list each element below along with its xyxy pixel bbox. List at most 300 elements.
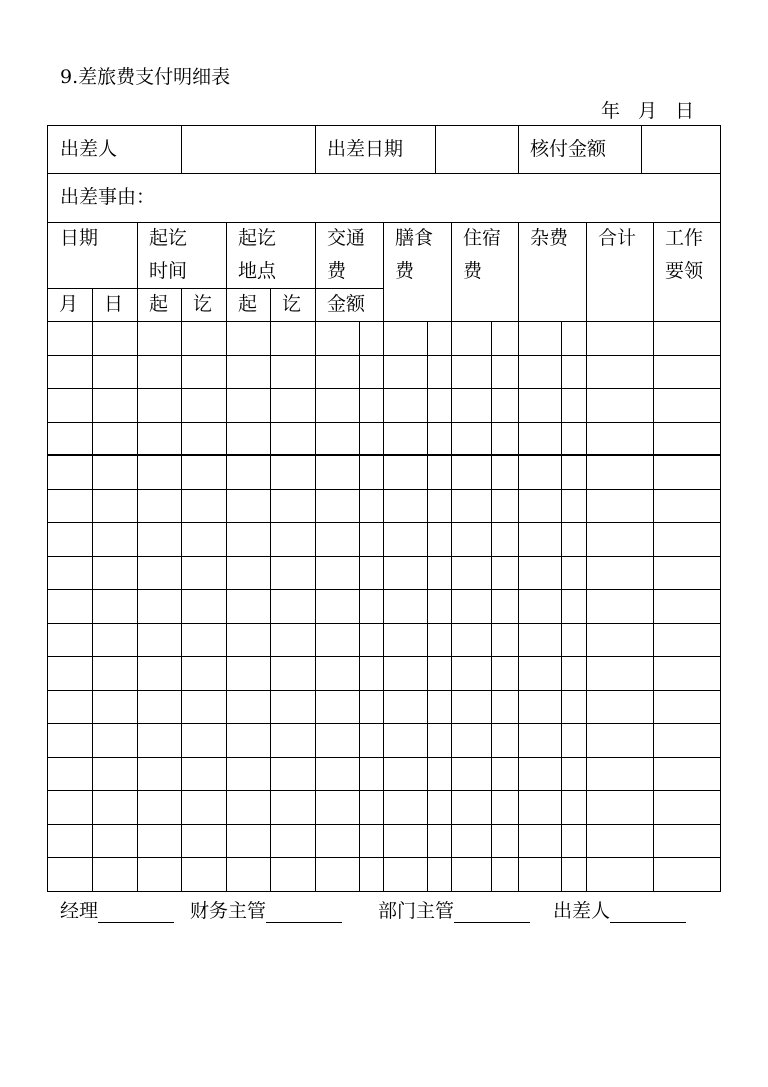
entry-cell[interactable] <box>383 690 428 724</box>
entry-cell[interactable] <box>47 690 93 724</box>
entry-cell[interactable] <box>518 321 562 356</box>
entry-cell[interactable] <box>561 790 587 825</box>
entry-cell[interactable] <box>181 656 227 691</box>
entry-cell[interactable] <box>47 589 93 624</box>
entry-cell[interactable] <box>451 455 492 490</box>
entry-cell[interactable] <box>427 757 452 791</box>
entry-cell[interactable] <box>181 422 227 456</box>
entry-cell[interactable] <box>491 489 519 523</box>
entry-cell[interactable] <box>561 623 587 657</box>
signature-traveler <box>553 896 686 923</box>
entry-cell[interactable] <box>226 723 271 758</box>
entry-cell[interactable] <box>226 522 271 557</box>
entry-cell[interactable] <box>383 522 428 557</box>
entry-cell[interactable] <box>270 589 316 624</box>
signature-manager-blank[interactable] <box>98 902 174 923</box>
time-start-subheader-label: 起 <box>149 293 169 315</box>
entry-cell[interactable] <box>270 388 316 423</box>
entry-cell[interactable] <box>383 824 428 858</box>
entry-cell[interactable] <box>137 556 182 590</box>
entry-cell[interactable] <box>92 388 138 423</box>
entry-cell[interactable] <box>137 388 182 423</box>
entry-cell[interactable] <box>181 824 227 858</box>
entry-cell[interactable] <box>586 321 654 356</box>
entry-cell[interactable] <box>383 757 428 791</box>
entry-cell[interactable] <box>653 422 721 456</box>
entry-cell[interactable] <box>383 556 428 590</box>
meals-header-line2: 费 <box>395 260 415 282</box>
entry-cell[interactable] <box>315 757 360 791</box>
entry-cell[interactable] <box>451 522 492 557</box>
entry-cell[interactable] <box>451 422 492 456</box>
work-header-line1: 工作 <box>665 227 704 249</box>
entry-cell[interactable] <box>137 522 182 557</box>
entry-cell[interactable] <box>137 589 182 624</box>
entry-cell[interactable] <box>92 422 138 456</box>
entry-cell[interactable] <box>518 422 562 456</box>
entry-cell[interactable] <box>383 656 428 691</box>
entry-cell[interactable] <box>226 824 271 858</box>
entry-cell[interactable] <box>586 690 654 724</box>
entry-cell[interactable] <box>586 489 654 523</box>
entry-cell[interactable] <box>226 388 271 423</box>
entry-cell[interactable] <box>561 757 587 791</box>
entry-cell[interactable] <box>653 857 721 892</box>
signature-traveler-label: 出差人 <box>553 900 611 922</box>
signature-department-supervisor-label: 部门主管 <box>378 900 455 922</box>
entry-cell[interactable] <box>137 723 182 758</box>
entry-cell[interactable] <box>518 790 562 825</box>
entry-cell[interactable] <box>359 723 384 758</box>
entry-cell[interactable] <box>518 355 562 389</box>
entry-cell[interactable] <box>359 757 384 791</box>
entry-cell[interactable] <box>451 790 492 825</box>
entry-cell[interactable] <box>359 656 384 691</box>
entry-cell[interactable] <box>518 757 562 791</box>
time-end-subheader-label: 讫 <box>193 293 213 315</box>
entry-cell[interactable] <box>47 422 93 456</box>
entry-cell[interactable] <box>427 455 452 490</box>
entry-cell[interactable] <box>383 489 428 523</box>
entry-cell[interactable] <box>491 790 519 825</box>
entry-cell[interactable] <box>181 690 227 724</box>
entry-cell[interactable] <box>226 857 271 892</box>
entry-cell[interactable] <box>359 623 384 657</box>
entry-cell[interactable] <box>315 455 360 490</box>
entry-cell[interactable] <box>561 422 587 456</box>
entry-cell[interactable] <box>561 489 587 523</box>
entry-cell[interactable] <box>270 489 316 523</box>
entry-cell[interactable] <box>491 388 519 423</box>
entry-cell[interactable] <box>47 623 93 657</box>
entry-cell[interactable] <box>491 522 519 557</box>
entry-cell[interactable] <box>137 690 182 724</box>
entry-cell[interactable] <box>653 790 721 825</box>
entry-cell[interactable] <box>315 723 360 758</box>
entry-cell[interactable] <box>359 422 384 456</box>
entry-cell[interactable] <box>427 489 452 523</box>
entry-cell[interactable] <box>359 790 384 825</box>
entry-cell[interactable] <box>270 656 316 691</box>
entry-cell[interactable] <box>653 656 721 691</box>
entry-cell[interactable] <box>359 355 384 389</box>
entry-cell[interactable] <box>181 757 227 791</box>
entry-cell[interactable] <box>137 857 182 892</box>
entry-cell[interactable] <box>491 757 519 791</box>
entry-cell[interactable] <box>451 857 492 892</box>
entry-cell[interactable] <box>315 355 360 389</box>
entry-cell[interactable] <box>359 321 384 356</box>
entry-cell[interactable] <box>270 422 316 456</box>
entry-cell[interactable] <box>226 690 271 724</box>
entry-cell[interactable] <box>181 321 227 356</box>
entry-cell[interactable] <box>359 455 384 490</box>
entry-cell[interactable] <box>427 589 452 624</box>
entry-cell[interactable] <box>181 455 227 490</box>
lodging-header-line1: 住宿 <box>463 227 502 249</box>
entry-cell[interactable] <box>491 355 519 389</box>
time-header-line1: 起讫 <box>149 227 188 249</box>
entry-cell[interactable] <box>47 455 93 490</box>
entry-cell[interactable] <box>359 824 384 858</box>
entry-cell[interactable] <box>383 857 428 892</box>
entry-cell[interactable] <box>137 355 182 389</box>
entry-cell[interactable] <box>383 355 428 389</box>
entry-cell[interactable] <box>270 757 316 791</box>
total-header: 合计 <box>598 227 637 249</box>
entry-cell[interactable] <box>137 623 182 657</box>
entry-cell[interactable] <box>451 623 492 657</box>
entry-cell[interactable] <box>451 556 492 590</box>
entry-cell[interactable] <box>383 589 428 624</box>
entry-cell[interactable] <box>518 522 562 557</box>
entry-cell[interactable] <box>137 757 182 791</box>
entry-cell[interactable] <box>561 388 587 423</box>
entry-cell[interactable] <box>653 723 721 758</box>
entry-cell[interactable] <box>92 623 138 657</box>
entry-cell[interactable] <box>137 824 182 858</box>
entry-cell[interactable] <box>491 824 519 858</box>
entry-cell[interactable] <box>92 857 138 892</box>
entry-cell[interactable] <box>315 522 360 557</box>
entry-cell[interactable] <box>92 321 138 356</box>
entry-cell[interactable] <box>315 857 360 892</box>
entry-cell[interactable] <box>226 556 271 590</box>
entry-cell[interactable] <box>427 388 452 423</box>
entry-cell[interactable] <box>383 422 428 456</box>
entry-cell[interactable] <box>653 623 721 657</box>
entry-cell[interactable] <box>137 455 182 490</box>
misc-header: 杂费 <box>530 227 569 249</box>
entry-cell[interactable] <box>315 489 360 523</box>
entry-cell[interactable] <box>427 321 452 356</box>
entry-cell[interactable] <box>518 656 562 691</box>
entry-cell[interactable] <box>315 388 360 423</box>
entry-cell[interactable] <box>491 690 519 724</box>
signature-traveler-blank[interactable] <box>610 902 686 923</box>
entry-cell[interactable] <box>518 857 562 892</box>
entry-cell[interactable] <box>47 321 93 356</box>
entry-cell[interactable] <box>226 790 271 825</box>
entry-cell[interactable] <box>47 824 93 858</box>
entry-cell[interactable] <box>451 690 492 724</box>
entry-cell[interactable] <box>315 321 360 356</box>
entry-cell[interactable] <box>226 623 271 657</box>
entry-cell[interactable] <box>270 824 316 858</box>
entry-cell[interactable] <box>561 589 587 624</box>
entry-cell[interactable] <box>383 623 428 657</box>
entry-cell[interactable] <box>491 556 519 590</box>
entry-cell[interactable] <box>315 790 360 825</box>
entry-cell[interactable] <box>491 321 519 356</box>
entry-cell[interactable] <box>561 455 587 490</box>
entry-cell[interactable] <box>226 489 271 523</box>
entry-cell[interactable] <box>270 790 316 825</box>
entry-cell[interactable] <box>181 556 227 590</box>
entry-cell[interactable] <box>561 824 587 858</box>
entry-cell[interactable] <box>491 656 519 691</box>
signature-finance-supervisor-blank[interactable] <box>266 902 342 923</box>
entry-cell[interactable] <box>427 723 452 758</box>
entry-cell[interactable] <box>270 355 316 389</box>
entry-cell[interactable] <box>451 355 492 389</box>
entry-cell[interactable] <box>359 522 384 557</box>
entry-cell[interactable] <box>427 656 452 691</box>
entry-cell[interactable] <box>226 656 271 691</box>
entry-cell[interactable] <box>491 857 519 892</box>
entry-cell[interactable] <box>561 321 587 356</box>
entry-cell[interactable] <box>359 489 384 523</box>
entry-cell[interactable] <box>427 623 452 657</box>
traveler-value-field[interactable] <box>181 125 316 174</box>
entry-cell[interactable] <box>359 589 384 624</box>
approved-amount-value-field[interactable] <box>641 125 721 174</box>
entry-cell[interactable] <box>561 556 587 590</box>
entry-cell[interactable] <box>226 422 271 456</box>
entry-cell[interactable] <box>92 455 138 490</box>
entry-cell[interactable] <box>383 455 428 490</box>
entry-cell[interactable] <box>181 489 227 523</box>
entry-cell[interactable] <box>586 857 654 892</box>
entry-cell[interactable] <box>653 556 721 590</box>
entry-cell[interactable] <box>518 388 562 423</box>
entry-cell[interactable] <box>47 656 93 691</box>
entry-cell[interactable] <box>491 723 519 758</box>
entry-cell[interactable] <box>586 723 654 758</box>
entry-cell[interactable] <box>427 522 452 557</box>
entry-cell[interactable] <box>226 455 271 490</box>
entry-cell[interactable] <box>653 321 721 356</box>
entry-cell[interactable] <box>383 790 428 825</box>
entry-cell[interactable] <box>92 757 138 791</box>
entry-cell[interactable] <box>181 388 227 423</box>
entry-cell[interactable] <box>451 757 492 791</box>
entry-cell[interactable] <box>561 522 587 557</box>
entry-cell[interactable] <box>561 723 587 758</box>
entry-cell[interactable] <box>270 690 316 724</box>
entry-cell[interactable] <box>47 857 93 892</box>
signature-finance-supervisor-label: 财务主管 <box>190 900 267 922</box>
entry-cell[interactable] <box>518 690 562 724</box>
entry-cell[interactable] <box>47 757 93 791</box>
entry-cell[interactable] <box>586 522 654 557</box>
month-subheader-label: 月 <box>59 293 79 315</box>
entry-cell[interactable] <box>586 623 654 657</box>
meals-header-line1: 膳食 <box>395 227 434 249</box>
entry-cell[interactable] <box>383 723 428 758</box>
entry-cell[interactable] <box>270 857 316 892</box>
entry-cell[interactable] <box>491 589 519 624</box>
entry-cell[interactable] <box>586 388 654 423</box>
entry-cell[interactable] <box>491 455 519 490</box>
entry-cell[interactable] <box>315 589 360 624</box>
entry-cell[interactable] <box>92 355 138 389</box>
entry-cell[interactable] <box>181 522 227 557</box>
entry-cell[interactable] <box>92 790 138 825</box>
signature-manager <box>60 896 174 923</box>
entry-cell[interactable] <box>270 455 316 490</box>
entry-cell[interactable] <box>226 589 271 624</box>
entry-cell[interactable] <box>92 824 138 858</box>
entry-cell[interactable] <box>315 690 360 724</box>
entry-cell[interactable] <box>92 656 138 691</box>
entry-cell[interactable] <box>427 355 452 389</box>
entry-cell[interactable] <box>491 623 519 657</box>
entry-cell[interactable] <box>181 790 227 825</box>
entry-cell[interactable] <box>653 690 721 724</box>
signature-manager-label: 经理 <box>60 900 99 922</box>
entry-cell[interactable] <box>518 723 562 758</box>
entry-cell[interactable] <box>427 422 452 456</box>
entry-cell[interactable] <box>491 422 519 456</box>
entry-cell[interactable] <box>653 355 721 389</box>
entry-cell[interactable] <box>47 723 93 758</box>
entry-cell[interactable] <box>653 824 721 858</box>
entry-cell[interactable] <box>270 723 316 758</box>
entry-cell[interactable] <box>315 656 360 691</box>
trip-date-value-field[interactable] <box>435 125 519 174</box>
entry-cell[interactable] <box>518 556 562 590</box>
signature-department-supervisor-blank[interactable] <box>454 902 530 923</box>
entry-cell[interactable] <box>451 388 492 423</box>
entry-cell[interactable] <box>653 522 721 557</box>
entry-cell[interactable] <box>137 656 182 691</box>
entry-cell[interactable] <box>270 623 316 657</box>
entry-cell[interactable] <box>181 723 227 758</box>
entry-cell[interactable] <box>383 388 428 423</box>
entry-cell[interactable] <box>359 556 384 590</box>
entry-cell[interactable] <box>586 455 654 490</box>
entry-cell[interactable] <box>518 489 562 523</box>
entry-cell[interactable] <box>137 422 182 456</box>
entry-cell[interactable] <box>653 757 721 791</box>
entry-cell[interactable] <box>586 824 654 858</box>
entry-cell[interactable] <box>451 656 492 691</box>
entry-cell[interactable] <box>315 824 360 858</box>
entry-cell[interactable] <box>270 556 316 590</box>
entry-cell[interactable] <box>181 589 227 624</box>
entry-cell[interactable] <box>47 355 93 389</box>
entry-cell[interactable] <box>561 656 587 691</box>
entry-cell[interactable] <box>586 589 654 624</box>
entry-cell[interactable] <box>518 623 562 657</box>
entry-cell[interactable] <box>47 522 93 557</box>
entry-cell[interactable] <box>270 522 316 557</box>
work-header-line2: 要领 <box>665 260 704 282</box>
entry-cell[interactable] <box>451 489 492 523</box>
entry-cell[interactable] <box>653 589 721 624</box>
entry-cell[interactable] <box>359 857 384 892</box>
entry-cell[interactable] <box>47 388 93 423</box>
entry-cell[interactable] <box>653 388 721 423</box>
entry-cell[interactable] <box>315 422 360 456</box>
entry-cell[interactable] <box>518 589 562 624</box>
date-header: 日期 <box>60 227 99 249</box>
entry-cell[interactable] <box>561 857 587 892</box>
entry-cell[interactable] <box>270 321 316 356</box>
trip-date-label: 出差日期 <box>327 138 404 160</box>
entry-cell[interactable] <box>586 355 654 389</box>
entry-cell[interactable] <box>586 790 654 825</box>
entry-cell[interactable] <box>383 321 428 356</box>
entry-cell[interactable] <box>586 656 654 691</box>
entry-cell[interactable] <box>451 824 492 858</box>
entry-cell[interactable] <box>427 556 452 590</box>
entry-cell[interactable] <box>451 723 492 758</box>
entry-cell[interactable] <box>137 321 182 356</box>
entry-cell[interactable] <box>359 690 384 724</box>
entry-cell[interactable] <box>653 455 721 490</box>
entry-cell[interactable] <box>92 556 138 590</box>
entry-cell[interactable] <box>427 824 452 858</box>
entry-cell[interactable] <box>586 556 654 590</box>
entry-cell[interactable] <box>359 388 384 423</box>
entry-cell[interactable] <box>47 790 93 825</box>
entry-cell[interactable] <box>451 321 492 356</box>
entry-cell[interactable] <box>586 757 654 791</box>
entry-cell[interactable] <box>92 489 138 523</box>
entry-cell[interactable] <box>181 623 227 657</box>
entry-cell[interactable] <box>586 422 654 456</box>
entry-cell[interactable] <box>226 355 271 389</box>
signature-finance-supervisor <box>190 896 342 923</box>
entry-cell[interactable] <box>137 790 182 825</box>
entry-cell[interactable] <box>137 489 182 523</box>
entry-cell[interactable] <box>518 455 562 490</box>
entry-cell[interactable] <box>315 623 360 657</box>
entry-cell[interactable] <box>427 690 452 724</box>
entry-cell[interactable] <box>181 355 227 389</box>
entry-cell[interactable] <box>427 857 452 892</box>
entry-cell[interactable] <box>226 757 271 791</box>
entry-cell[interactable] <box>518 824 562 858</box>
entry-cell[interactable] <box>92 690 138 724</box>
entry-cell[interactable] <box>561 690 587 724</box>
entry-cell[interactable] <box>92 522 138 557</box>
entry-cell[interactable] <box>47 489 93 523</box>
entry-cell[interactable] <box>92 723 138 758</box>
entry-cell[interactable] <box>92 589 138 624</box>
day-subheader-label: 日 <box>104 293 124 315</box>
entry-cell[interactable] <box>653 489 721 523</box>
entry-cell[interactable] <box>181 857 227 892</box>
entry-cell[interactable] <box>427 790 452 825</box>
entry-cell[interactable] <box>47 556 93 590</box>
entry-cell[interactable] <box>561 355 587 389</box>
entry-cell[interactable] <box>451 589 492 624</box>
entry-cell[interactable] <box>315 556 360 590</box>
entry-cell[interactable] <box>226 321 271 356</box>
